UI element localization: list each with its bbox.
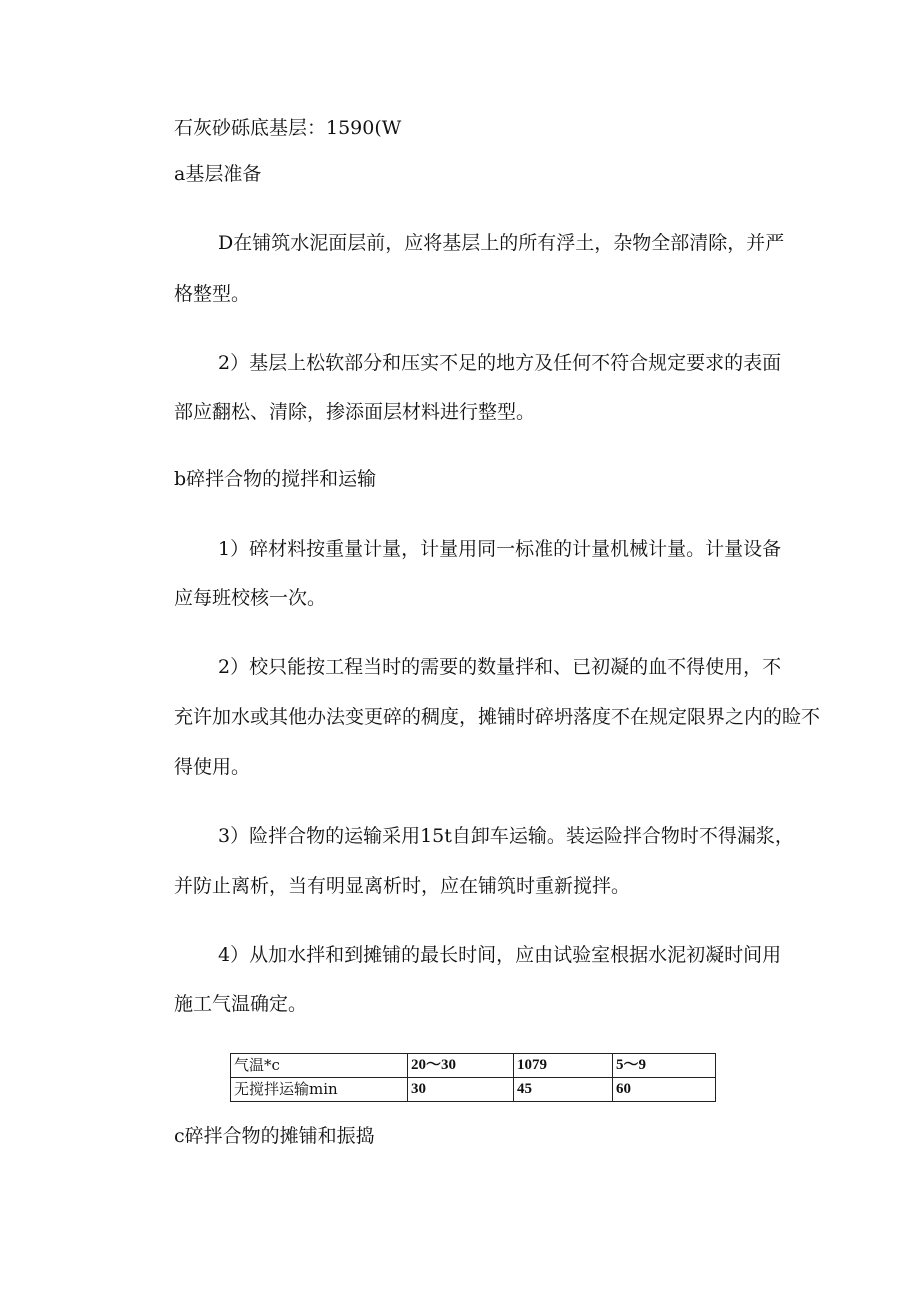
section-b-item3-line1: 3）险拌合物的运输采用15t自卸车运输。装运险拌合物时不得漏浆， [218, 825, 794, 847]
table-row [231, 1078, 716, 1102]
section-a-item1-line2: 格整型。 [174, 283, 251, 305]
section-b-item4-line1: 4）从加水拌和到摊铺的最长时间，应由试验室根据水泥初凝时间用 [218, 944, 782, 966]
table-row [231, 1054, 716, 1078]
section-b-item1-line2: 应每班校核一次。 [174, 587, 327, 609]
section-a-title: a基层准备 [174, 163, 262, 185]
table-cell: 30 [408, 1078, 514, 1102]
section-b-item1-line1: 1）碎材料按重量计量，计量用同一标准的计量机械计量。计量设备 [218, 538, 782, 560]
section-a-item2-line2: 部应翻松、清除，掺添面层材料进行整型。 [174, 401, 536, 423]
table-cell: 无搅拌运输min [231, 1078, 408, 1102]
temperature-time-table [230, 1053, 716, 1102]
section-a-item1-line1: D在铺筑水泥面层前，应将基层上的所有浮土，杂物全部清除，并严 [218, 232, 785, 254]
heading: 石灰砂砾底基层：1590(W [174, 117, 402, 139]
section-b-item2-line3: 得使用。 [174, 756, 251, 778]
section-c-title: c碎拌合物的摊铺和振捣 [174, 1125, 375, 1147]
table-cell: 20～30 [408, 1054, 514, 1078]
section-b-item3-line2: 并防止离析，当有明显离析时，应在铺筑时重新搅拌。 [174, 875, 631, 897]
section-b-item2-line1: 2）校只能按工程当时的需要的数量拌和、已初凝的血不得使用，不 [218, 656, 782, 678]
table-cell: 气温*c [231, 1054, 408, 1078]
section-a-item2-line1: 2）基层上松软部分和压实不足的地方及任何不符合规定要求的表面 [218, 352, 782, 374]
table-cell: 45 [514, 1078, 613, 1102]
section-b-item4-line2: 施工气温确定。 [174, 993, 308, 1015]
section-b-item2-line2: 充许加水或其他办法变更碎的稠度，摊铺时碎坍落度不在规定限界之内的睑不 [174, 706, 821, 728]
table-cell: 1079 [514, 1054, 613, 1078]
table-cell: 60 [613, 1078, 716, 1102]
section-b-title: b碎拌合物的搅拌和运输 [174, 468, 377, 490]
table-cell: 5～9 [613, 1054, 716, 1078]
